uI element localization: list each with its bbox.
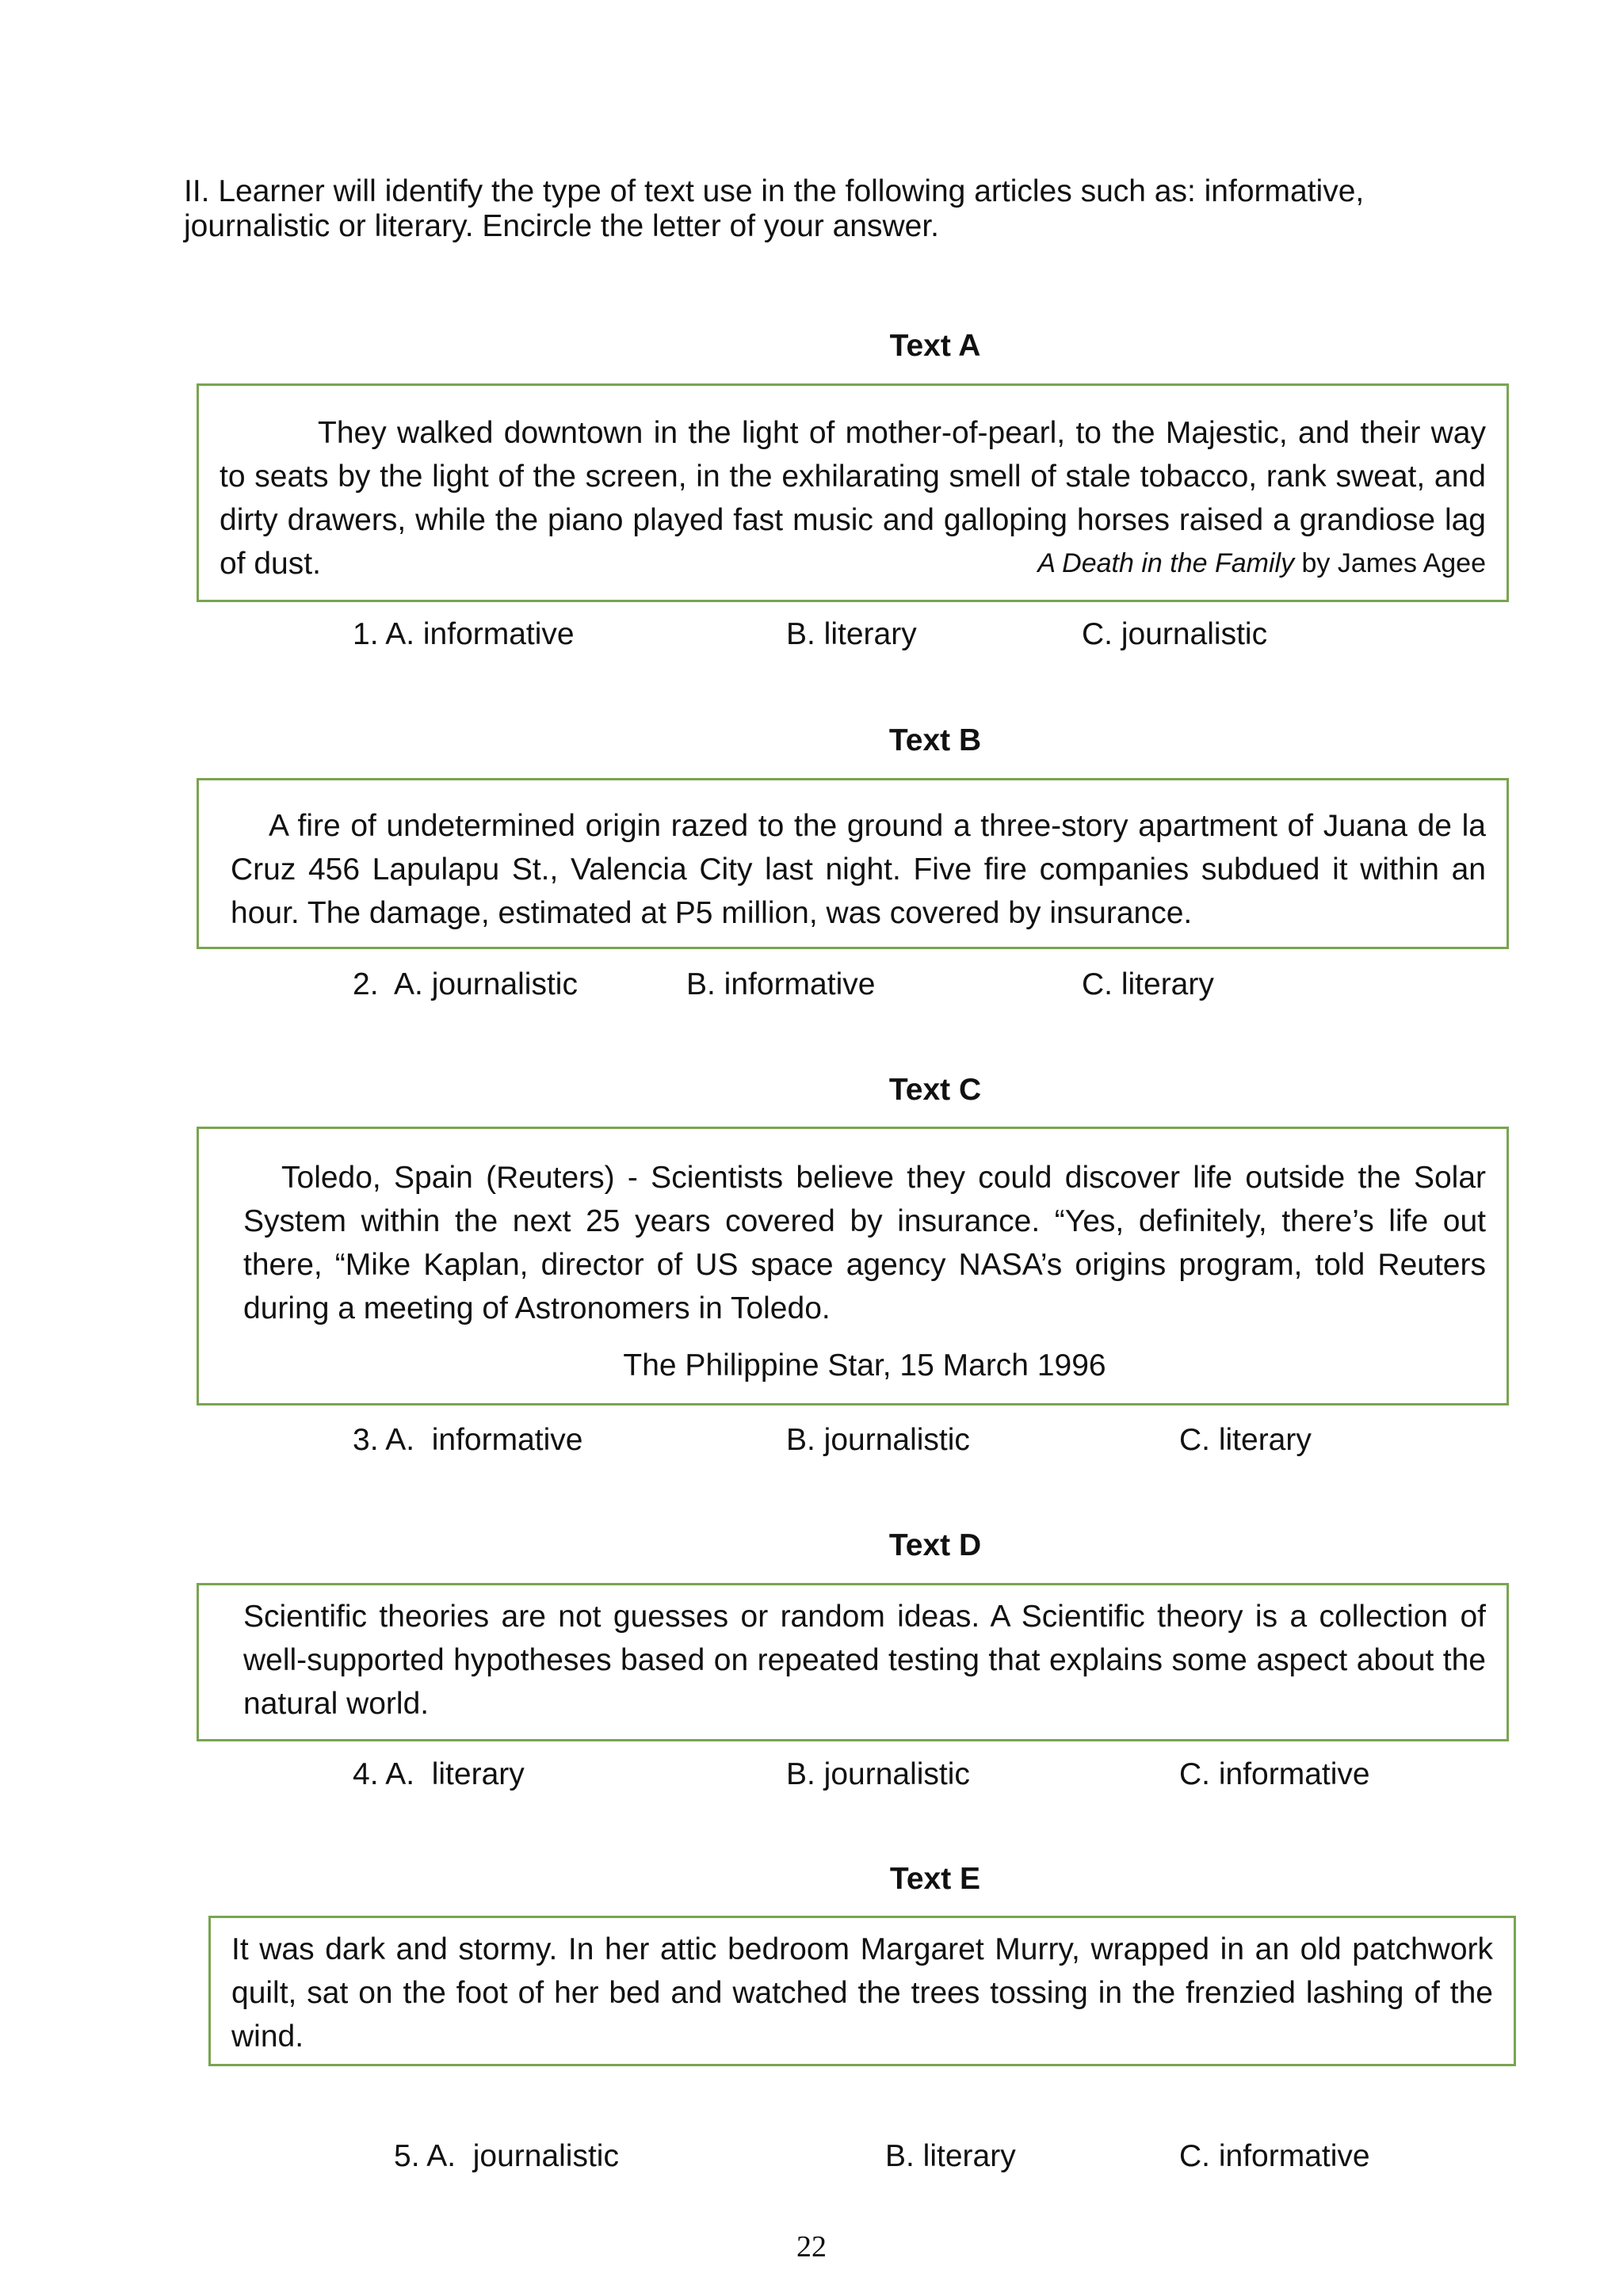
text-a-passage-body: They walked downtown in the light of mother-of-pearl, to the Majestic, and their way to seats by the light of the screen, in the exhilarating smell of stale tobacco, rank sweat, and dirty drawers, while the piano played fast music and galloping horses raised a grandiose lag of dust. bbox=[220, 416, 1486, 581]
text-a-choice[interactable]: C. journalistic bbox=[1082, 617, 1268, 651]
text-e-choices bbox=[0, 2137, 1623, 2176]
text-a-attribution-title: A Death in the Family bbox=[1037, 548, 1295, 578]
text-b-passage: A fire of undetermined origin razed to the ground a three-story apartment of Juana de la Cruz 456 Lapulapu St., Valencia City last night. Five fire companies subdued it within an hour. The damage, estimated at P5 million, was covered by insurance. bbox=[231, 809, 1486, 930]
text-b-box bbox=[197, 778, 1509, 949]
text-b-choice[interactable]: B. informative bbox=[686, 967, 876, 1001]
text-b-choice[interactable]: C. literary bbox=[1082, 967, 1214, 1001]
text-a-choice[interactable]: B. literary bbox=[786, 617, 917, 651]
text-a-passage bbox=[220, 411, 1486, 585]
text-c-passage: Toledo, Spain (Reuters) - Scientists believe they could discover life outside the Solar System within the next 25 years covered by insurance. “Yes, definitely, there’s life out there, “Mike Kaplan, director of US space agency NASA’s origins program, told Reuters during a meeting of Astronomers in Toledo. bbox=[243, 1161, 1486, 1325]
text-c-choice[interactable]: B. journalistic bbox=[786, 1423, 970, 1457]
text-d-passage: Scientific theories are not guesses or random ideas. A Scientific theory is a collection of well-supported hypotheses based on repeated testing that explains some aspect about the natural world. bbox=[243, 1600, 1486, 1721]
text-b-choice[interactable]: 2. A. journalistic bbox=[353, 967, 578, 1001]
text-e-passage: It was dark and stormy. In her attic bedroom Margaret Murry, wrapped in an old patchwork quilt, sat on the foot of her bed and watched the trees tossing in the frenzied lashing of the wind. bbox=[231, 1932, 1493, 2054]
text-d-choices bbox=[0, 1755, 1623, 1794]
text-c-choice[interactable]: 3. A. informative bbox=[353, 1423, 583, 1457]
text-d-box bbox=[197, 1583, 1509, 1741]
text-e-choice[interactable]: B. literary bbox=[885, 2139, 1016, 2173]
text-c-source: The Philippine Star, 15 March 1996 bbox=[623, 1348, 1106, 1383]
text-e-title: Text E bbox=[889, 1862, 981, 1896]
text-a-box bbox=[197, 383, 1509, 602]
text-e-choice[interactable]: C. informative bbox=[1179, 2139, 1370, 2173]
text-a-choice[interactable]: 1. A. informative bbox=[353, 617, 575, 651]
page-number: 22 bbox=[796, 2230, 827, 2264]
text-b-title: Text B bbox=[888, 723, 982, 757]
text-d-title: Text D bbox=[888, 1528, 982, 1562]
text-a-attribution-author: by James Agee bbox=[1294, 548, 1486, 578]
text-d-choice[interactable]: C. informative bbox=[1179, 1757, 1370, 1791]
text-d-choice[interactable]: 4. A. literary bbox=[353, 1757, 525, 1791]
text-e-choice[interactable]: 5. A. journalistic bbox=[394, 2139, 619, 2173]
text-a-choices bbox=[0, 615, 1623, 654]
text-d-choice[interactable]: B. journalistic bbox=[786, 1757, 970, 1791]
text-c-choice[interactable]: C. literary bbox=[1179, 1423, 1312, 1457]
text-c-title: Text C bbox=[888, 1073, 982, 1107]
text-e-box bbox=[208, 1916, 1516, 2066]
text-c-choices bbox=[0, 1421, 1623, 1460]
text-b-choices bbox=[0, 965, 1623, 1005]
text-c-box bbox=[197, 1127, 1509, 1405]
instructions: II. Learner will identify the type of text use in the following articles such as: informative, journalistic or literary. Encircle the letter of your answer. bbox=[184, 174, 1365, 243]
text-a-title: Text A bbox=[889, 329, 981, 363]
text-a-attribution bbox=[939, 542, 1486, 585]
